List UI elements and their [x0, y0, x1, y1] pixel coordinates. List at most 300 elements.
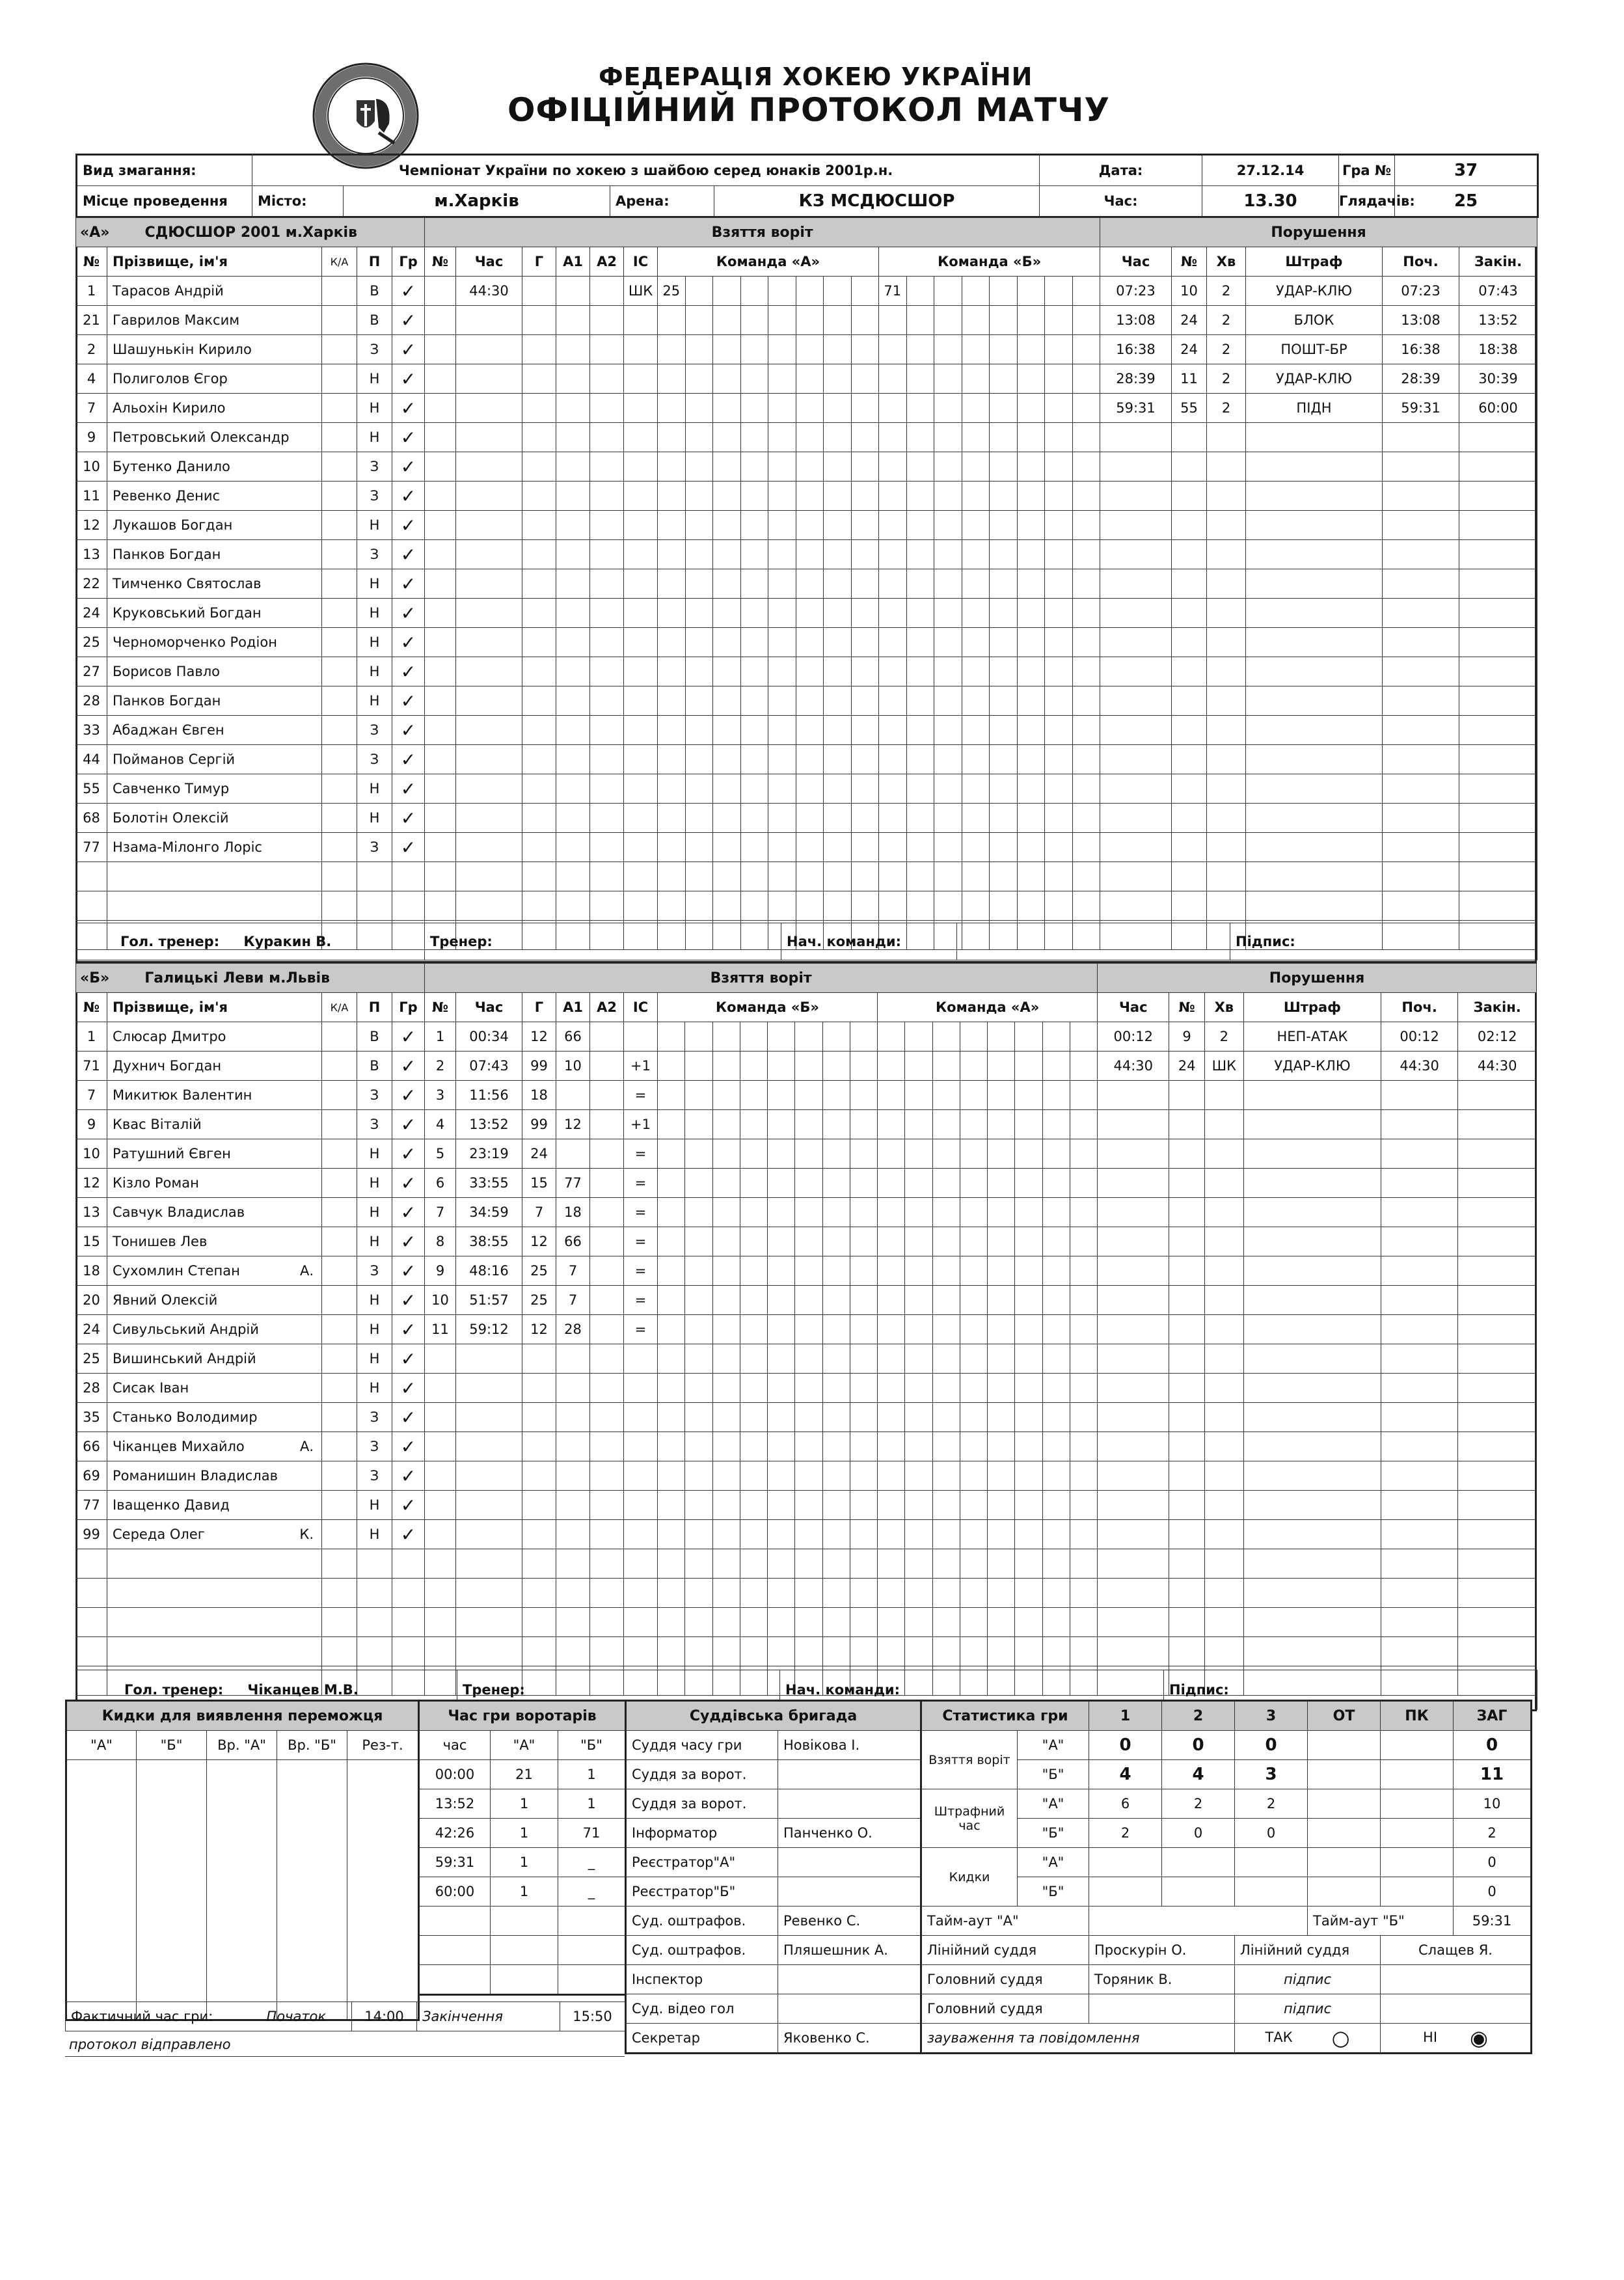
on-ice-second	[1070, 1256, 1098, 1286]
goal-number	[425, 1491, 456, 1520]
goal-time	[456, 1461, 522, 1491]
on-ice-first	[712, 1374, 740, 1403]
on-ice-second	[1072, 804, 1100, 833]
on-ice-second	[988, 1461, 1015, 1491]
on-ice-second	[962, 394, 990, 423]
on-ice-first	[712, 1198, 740, 1227]
on-ice-first	[712, 1491, 740, 1520]
goal-number	[425, 394, 456, 423]
played-check: ✓	[392, 452, 425, 482]
on-ice-first	[822, 1549, 850, 1579]
penalty-time	[1098, 1461, 1169, 1491]
on-ice-first	[685, 1637, 712, 1666]
player-ka	[322, 540, 357, 569]
stats-pim-value	[1308, 1819, 1381, 1848]
penalty-start	[1381, 1227, 1458, 1256]
goalie-time-cell	[491, 1907, 558, 1936]
player-name: Сухомлин Степан А.	[107, 1256, 322, 1286]
on-ice-first	[685, 1520, 712, 1549]
player-name: Кізло Роман	[107, 1169, 322, 1198]
player-number: 27	[76, 657, 107, 686]
official-role: Інспектор	[626, 1965, 778, 1994]
player-name: Тонишев Лев	[107, 1227, 322, 1256]
on-ice-first	[824, 306, 852, 335]
on-ice-first	[824, 891, 852, 921]
player-number: 21	[76, 306, 107, 335]
on-ice-first	[658, 1549, 685, 1579]
on-ice-first	[768, 1139, 795, 1169]
on-ice-second	[960, 1227, 987, 1256]
goal-number	[425, 716, 456, 745]
official-role: Суддя за ворот.	[626, 1789, 778, 1819]
on-ice-first	[850, 1286, 877, 1315]
on-ice-second	[879, 686, 907, 716]
on-ice-second	[1015, 1081, 1042, 1110]
team-a-roster	[75, 217, 425, 950]
penalty-minutes: 2	[1207, 306, 1246, 335]
on-ice-first	[850, 1432, 877, 1461]
player-name: Болотін Олексій	[107, 804, 322, 833]
empty-cell	[357, 1637, 392, 1666]
on-ice-first	[685, 716, 713, 745]
penalty-start: 13:08	[1383, 306, 1459, 335]
on-ice-second	[1015, 1198, 1042, 1227]
penalty-start	[1381, 1198, 1458, 1227]
goalie-time-cell: 1	[491, 1789, 558, 1819]
on-ice-first	[768, 540, 796, 569]
on-ice-first	[851, 774, 879, 804]
on-ice-second	[990, 306, 1018, 335]
penalty-start	[1381, 1286, 1458, 1315]
on-ice-second	[1045, 335, 1073, 364]
on-ice-first	[712, 1608, 740, 1637]
on-ice-second	[905, 1227, 932, 1256]
stats-pim-tag-a: "А"	[1018, 1789, 1089, 1819]
player-row	[76, 686, 425, 716]
on-ice-second	[1072, 716, 1100, 745]
on-ice-second	[1042, 1169, 1070, 1198]
goal-scorer	[522, 1344, 556, 1374]
player-ka	[322, 1110, 357, 1139]
penalty-minutes	[1207, 423, 1246, 452]
goal-assist-2	[590, 1608, 624, 1637]
on-ice-first	[658, 1052, 685, 1081]
goal-number	[425, 482, 456, 511]
on-ice-second	[988, 1549, 1015, 1579]
goal-time	[456, 686, 522, 716]
penalty-start	[1383, 569, 1459, 599]
on-ice-first	[851, 306, 879, 335]
on-ice-second	[932, 1052, 960, 1081]
goal-time	[456, 511, 522, 540]
date-value: 27.12.14	[1202, 155, 1339, 186]
player-number: 18	[76, 1256, 107, 1286]
on-ice-first	[795, 1461, 822, 1491]
penalty-end	[1458, 1491, 1537, 1520]
on-ice-first	[685, 804, 713, 833]
on-ice-second	[962, 716, 990, 745]
player-name: Слюсар Дмитро	[107, 1022, 322, 1052]
on-ice-first	[658, 423, 686, 452]
on-ice-second	[906, 423, 934, 452]
stats-goals-value: 4	[1162, 1760, 1235, 1789]
on-ice-second	[879, 833, 907, 862]
on-ice-second	[988, 1052, 1015, 1081]
on-ice-first	[658, 804, 686, 833]
on-ice-first	[685, 1491, 712, 1520]
player-ka	[322, 1520, 357, 1549]
on-ice-first	[685, 1198, 712, 1227]
on-ice-first	[712, 1227, 740, 1256]
on-ice-second	[879, 335, 907, 364]
player-ka	[322, 1081, 357, 1110]
on-ice-first	[768, 686, 796, 716]
on-ice-first	[824, 804, 852, 833]
on-ice-second	[932, 1403, 960, 1432]
on-ice-second	[934, 804, 962, 833]
played-check: ✓	[392, 804, 425, 833]
goal-time	[456, 1491, 522, 1520]
on-ice-first	[796, 745, 824, 774]
goal-time	[456, 569, 522, 599]
player-ka	[322, 1286, 357, 1315]
played-check: ✓	[392, 569, 425, 599]
goal-scorer	[522, 364, 556, 394]
penalty-type	[1246, 511, 1383, 540]
player-number: 99	[76, 1520, 107, 1549]
on-ice-first	[712, 1022, 740, 1052]
penalty-end	[1458, 1549, 1537, 1579]
stats-goals-value	[1308, 1760, 1381, 1789]
on-ice-first	[685, 1549, 712, 1579]
goal-scorer: 25	[522, 1286, 556, 1315]
penalty-start	[1383, 482, 1459, 511]
on-ice-second	[879, 804, 907, 833]
on-ice-second	[906, 306, 934, 335]
penalty-minutes	[1204, 1461, 1243, 1491]
on-ice-second	[1072, 452, 1100, 482]
player-name: Ревенко Денис	[107, 482, 322, 511]
on-ice-first	[795, 1374, 822, 1403]
on-ice-first	[768, 569, 796, 599]
stats-shots-value	[1162, 1877, 1235, 1907]
on-ice-second	[962, 833, 990, 862]
no-radio-selected[interactable]: ◉	[1470, 2026, 1488, 2050]
goal-assist-2	[590, 716, 624, 745]
goal-number	[425, 833, 456, 862]
on-ice-second	[932, 1608, 960, 1637]
linesman-1-label: Лінійний суддя	[921, 1936, 1089, 1965]
on-ice-second	[962, 277, 990, 306]
player-ka	[322, 482, 357, 511]
player-position: Н	[357, 1491, 392, 1520]
on-ice-first	[740, 423, 768, 452]
penalty-time	[1098, 1579, 1169, 1608]
goal-scorer	[522, 423, 556, 452]
penalty-time	[1100, 716, 1172, 745]
goal-strength: =	[624, 1286, 658, 1315]
penalty-time	[1100, 628, 1172, 657]
on-ice-second	[1017, 745, 1045, 774]
on-ice-second	[960, 1315, 987, 1344]
goal-time	[456, 628, 522, 657]
goal-assist-2	[590, 1520, 624, 1549]
played-check: ✓	[392, 833, 425, 862]
goal-strength	[624, 1461, 658, 1491]
player-row	[76, 1022, 425, 1052]
on-ice-second	[879, 745, 907, 774]
goal-assist-2	[590, 306, 624, 335]
penalty-type: УДАР-КЛЮ	[1243, 1052, 1381, 1081]
on-ice-second	[1045, 599, 1073, 628]
goal-scorer	[522, 569, 556, 599]
on-ice-second	[905, 1198, 932, 1227]
on-ice-first	[824, 277, 852, 306]
played-check: ✓	[392, 599, 425, 628]
team-a-goals	[424, 217, 1100, 950]
goal-assist-1: 18	[556, 1198, 590, 1227]
on-ice-second	[879, 628, 907, 657]
on-ice-second	[1015, 1637, 1042, 1666]
on-ice-second	[988, 1315, 1015, 1344]
on-ice-second	[1045, 686, 1073, 716]
goalie-time-cell: 42:26	[419, 1819, 491, 1848]
goal-assist-2	[590, 511, 624, 540]
empty-cell	[76, 1608, 107, 1637]
penalty-start	[1381, 1549, 1458, 1579]
on-ice-first	[851, 891, 879, 921]
on-ice-second	[1072, 774, 1100, 804]
official-role: Суд. оштрафов.	[626, 1907, 778, 1936]
player-ka	[322, 1198, 357, 1227]
on-ice-first: 25	[658, 277, 686, 306]
player-number: 28	[76, 1374, 107, 1403]
on-ice-first	[824, 628, 852, 657]
player-ka	[322, 394, 357, 423]
on-ice-second	[905, 1052, 932, 1081]
on-ice-second	[1015, 1286, 1042, 1315]
penalty-time	[1100, 745, 1172, 774]
on-ice-first	[822, 1608, 850, 1637]
on-ice-second	[906, 540, 934, 569]
penalty-time	[1098, 1227, 1169, 1256]
stats-shots-value: 0	[1454, 1877, 1532, 1907]
goal-assist-1: 7	[556, 1256, 590, 1286]
on-ice-first	[712, 1637, 740, 1666]
goal-scorer: 15	[522, 1169, 556, 1198]
on-ice-second	[1042, 1432, 1070, 1461]
col-min: Хв	[1207, 247, 1246, 277]
penalty-start	[1383, 745, 1459, 774]
goalie-time-cell: 1	[558, 1760, 626, 1789]
on-ice-first	[740, 833, 768, 862]
on-ice-first	[768, 1022, 795, 1052]
yes-radio[interactable]: ○	[1331, 2026, 1350, 2050]
goal-time	[456, 1637, 522, 1666]
on-ice-first	[795, 1608, 822, 1637]
on-ice-second	[1070, 1286, 1098, 1315]
on-ice-first	[685, 774, 713, 804]
on-ice-first	[851, 716, 879, 745]
penalty-start	[1381, 1081, 1458, 1110]
official-role: Суддя за ворот.	[626, 1760, 778, 1789]
played-check: ✓	[392, 657, 425, 686]
on-ice-first	[851, 394, 879, 423]
goal-assist-1	[556, 1608, 590, 1637]
penalty-player	[1172, 657, 1207, 686]
penalty-time	[1098, 1139, 1169, 1169]
on-ice-first	[712, 1169, 740, 1198]
on-ice-first	[822, 1579, 850, 1608]
goal-assist-1	[556, 1579, 590, 1608]
on-ice-second	[960, 1403, 987, 1432]
stats-shots-tag-b: "Б"	[1018, 1877, 1089, 1907]
penalty-end	[1458, 1227, 1537, 1256]
player-number: 24	[76, 599, 107, 628]
on-ice-second	[1045, 277, 1073, 306]
on-ice-second	[990, 891, 1018, 921]
on-ice-second	[990, 599, 1018, 628]
empty-cell	[107, 862, 322, 891]
penalty-type	[1243, 1286, 1381, 1315]
on-ice-second	[1015, 1461, 1042, 1491]
on-ice-second	[960, 1139, 987, 1169]
stats-goals-value	[1381, 1731, 1454, 1760]
penalty-end: 13:52	[1459, 306, 1537, 335]
on-ice-first	[740, 1198, 767, 1227]
on-ice-first	[822, 1110, 850, 1139]
on-ice-second	[1042, 1637, 1070, 1666]
goal-scorer	[522, 1432, 556, 1461]
goal-assist-2	[590, 774, 624, 804]
on-ice-first	[740, 804, 768, 833]
on-ice-second	[1017, 482, 1045, 511]
goal-time: 11:56	[456, 1081, 522, 1110]
on-ice-first	[685, 1344, 712, 1374]
on-ice-second	[878, 1139, 905, 1169]
player-row	[76, 540, 425, 569]
shootout-cell	[347, 1760, 419, 2020]
arena-label: Арена:	[610, 186, 714, 217]
on-ice-first	[851, 452, 879, 482]
on-ice-second	[1042, 1022, 1070, 1052]
player-number: 28	[76, 686, 107, 716]
goal-number	[425, 569, 456, 599]
on-ice-second	[905, 1169, 932, 1198]
penalty-end	[1459, 891, 1537, 921]
col-goal: Г	[522, 247, 556, 277]
goal-assist-2	[590, 1637, 624, 1666]
goal-assist-2	[590, 1549, 624, 1579]
on-ice-second	[1017, 657, 1045, 686]
shootout-cell	[277, 1760, 347, 2020]
on-ice-first	[824, 482, 852, 511]
on-ice-second	[960, 1549, 987, 1579]
goalie-time-cell: 59:31	[419, 1848, 491, 1877]
on-ice-second	[878, 1227, 905, 1256]
stats-goals-value	[1381, 1760, 1454, 1789]
penalty-end	[1458, 1520, 1537, 1549]
goalie-time-cell	[419, 1907, 491, 1936]
goal-time	[456, 1432, 522, 1461]
on-ice-first	[850, 1374, 877, 1403]
player-number: 15	[76, 1227, 107, 1256]
penalty-end: 30:39	[1459, 364, 1537, 394]
competition-value: Чемпіонат України по хокею з шайбою серед юнаків 2001р.н.	[252, 155, 1040, 186]
goal-assist-1	[556, 1344, 590, 1374]
goal-assist-2	[590, 862, 624, 891]
on-ice-first	[824, 335, 852, 364]
player-ka	[322, 1432, 357, 1461]
goal-assist-1	[556, 511, 590, 540]
goal-number	[425, 1432, 456, 1461]
goal-time	[456, 745, 522, 774]
on-ice-second	[879, 716, 907, 745]
goal-time	[456, 599, 522, 628]
on-ice-second	[879, 862, 907, 891]
penalty-end	[1458, 1432, 1537, 1461]
goal-time	[456, 804, 522, 833]
on-ice-second	[962, 482, 990, 511]
col-end: Закін.	[1458, 993, 1537, 1022]
goal-assist-1: 66	[556, 1227, 590, 1256]
player-position: В	[357, 1022, 392, 1052]
on-ice-first	[713, 862, 741, 891]
penalty-end: 07:43	[1459, 277, 1537, 306]
on-ice-first	[658, 1315, 685, 1344]
penalty-minutes	[1207, 745, 1246, 774]
goal-assist-2	[590, 1198, 624, 1227]
player-row	[76, 833, 425, 862]
goalie-time-cell	[491, 1936, 558, 1965]
on-ice-second	[932, 1520, 960, 1549]
on-ice-first	[824, 657, 852, 686]
penalty-player	[1169, 1403, 1204, 1432]
city-label: Місто:	[252, 186, 344, 217]
referee-2-label: Головний суддя	[921, 1994, 1089, 2024]
on-ice-second	[934, 423, 962, 452]
on-ice-second	[905, 1081, 932, 1110]
goal-number	[425, 277, 456, 306]
penalty-end	[1458, 1198, 1537, 1227]
col-team-first: Команда «А»	[658, 247, 879, 277]
player-position: З	[357, 335, 392, 364]
penalty-type	[1246, 599, 1383, 628]
penalty-player	[1172, 569, 1207, 599]
on-ice-second	[1070, 1052, 1098, 1081]
player-position: В	[357, 277, 392, 306]
goal-scorer	[522, 511, 556, 540]
penalty-start	[1383, 862, 1459, 891]
on-ice-second	[1015, 1169, 1042, 1198]
penalty-time	[1100, 569, 1172, 599]
on-ice-second	[960, 1491, 987, 1520]
penalty-time: 28:39	[1100, 364, 1172, 394]
on-ice-first	[712, 1110, 740, 1139]
penalty-start	[1381, 1344, 1458, 1374]
on-ice-first	[740, 1374, 767, 1403]
goalie-time-col: "А"	[491, 1731, 558, 1760]
on-ice-second	[988, 1198, 1015, 1227]
penalty-minutes: 2	[1204, 1022, 1243, 1052]
on-ice-first	[740, 277, 768, 306]
penalty-time	[1098, 1608, 1169, 1637]
player-name: Лукашов Богдан	[107, 511, 322, 540]
goal-strength	[624, 1374, 658, 1403]
on-ice-first	[740, 1637, 767, 1666]
on-ice-second	[906, 394, 934, 423]
on-ice-first	[740, 306, 768, 335]
